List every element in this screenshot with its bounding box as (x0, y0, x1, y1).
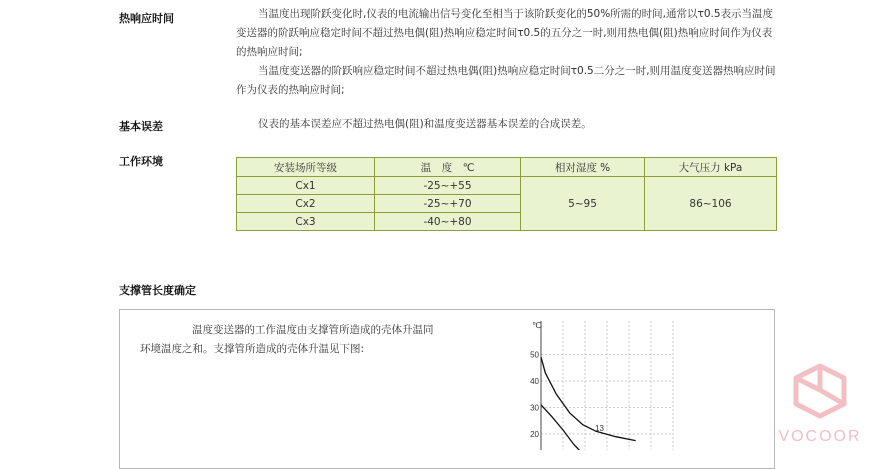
housing-temperature-chart (515, 313, 677, 450)
series-line-2 (541, 405, 583, 450)
cell-grade: Cx3 (237, 213, 375, 231)
curve-annotation-label: 13 (595, 424, 604, 433)
col-header-humidity: 相对湿度 % (521, 158, 645, 177)
y-tick-label: 30 (530, 403, 539, 413)
basic-error-text: 仪表的基本误差应不超过热电偶(阻)和温度变送器基本误差的合成误差。 (258, 118, 592, 130)
cell-grade: Cx1 (237, 177, 375, 195)
response-time-para1: 当温度出现阶跃变化时,仪表的电流输出信号变化至相当于该阶跃变化的50%所需的时间,通常以τ0.5表示当温度变送器的阶跃响应稳定时间不超过热电偶(阻)热响应稳定时间τ0.5的五分之一时,则用热电偶(阻)热响应时间作为仪表的热响应时间; (236, 8, 774, 58)
support-tube-heading: 支撑管长度确定 (119, 284, 196, 297)
y-axis-label: ℃ (532, 321, 541, 330)
table-header-row (237, 158, 777, 177)
cell-temperature: -25~+55 (375, 177, 521, 195)
response-time-heading: 热响应时间 (119, 12, 174, 25)
col-header-grade: 安装场所等级 (237, 158, 375, 177)
cell-grade: Cx2 (237, 195, 375, 213)
environment-table (236, 157, 777, 231)
col-header-temperature: 温 度 ℃ (375, 158, 521, 177)
y-tick-label: 40 (530, 377, 539, 386)
col-header-pressure: 大气压力 kPa (645, 158, 777, 177)
support-tube-text: 温度变送器的工作温度由支撑管所造成的壳体升温同环境温度之和。支撑管所造成的壳体升温见下图: (140, 324, 434, 355)
logo-text: VOCOOR (778, 428, 862, 445)
y-tick-label: 20 (530, 430, 539, 439)
cell-pressure: 86~106 (645, 177, 777, 231)
environment-heading: 工作环境 (119, 155, 163, 168)
cell-humidity: 5~95 (521, 177, 645, 231)
y-tick-label: 50 (530, 350, 539, 360)
cell-temperature: -40~+80 (375, 213, 521, 231)
table-row (237, 177, 777, 195)
response-time-para2: 当温度变送器的阶跃响应稳定时间不超过热电偶(阻)热响应稳定时间τ0.5二分之一时,则用温度变送器热响应时间作为仪表的热响应时间; (236, 65, 776, 96)
series-line-1 (541, 357, 636, 440)
basic-error-heading: 基本误差 (119, 120, 163, 133)
cell-temperature: -25~+70 (375, 195, 521, 213)
